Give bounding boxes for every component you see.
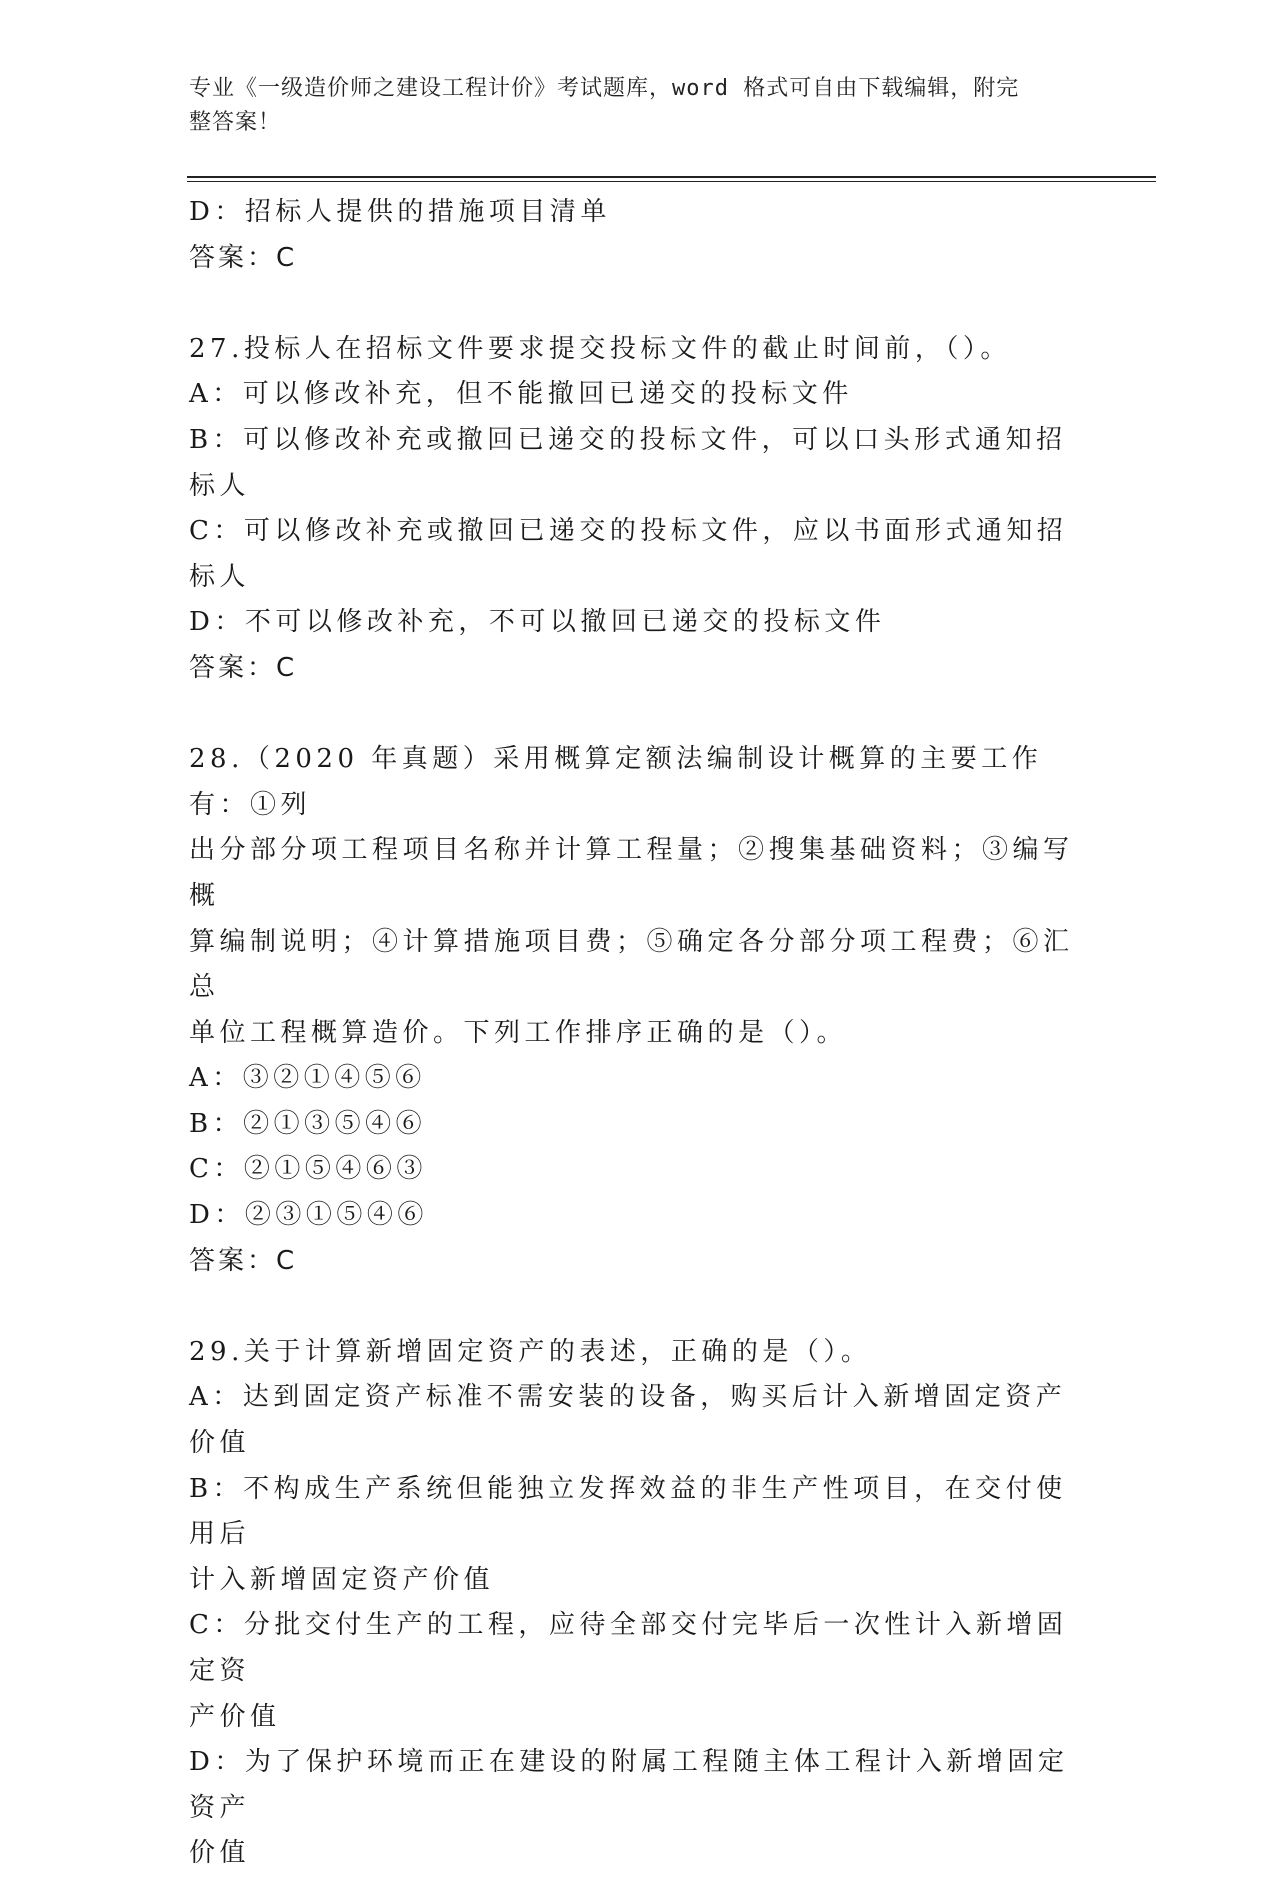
answer-line: 答案：C [189, 242, 298, 273]
option-a: A：可以修改补充，但不能撤回已递交的投标文件 [189, 379, 853, 410]
question-27 [189, 327, 1089, 692]
answer-line: 答案：C [189, 652, 298, 683]
option-c-line-1: C：分批交付生产的工程，应待全部交付完毕后一次性计入新增固定资 [189, 1610, 1068, 1686]
option-d: D：不可以修改补充，不可以撤回已递交的投标文件 [189, 607, 886, 638]
question-stem: 27.投标人在招标文件要求提交投标文件的截止时间前，（）。 [189, 333, 1011, 364]
option-b-line-2: 计入新增固定资产价值 [189, 1564, 495, 1595]
paragraph-gap [189, 281, 1089, 327]
question-stem: 29.关于计算新增固定资产的表述，正确的是（）。 [189, 1336, 872, 1367]
question-stem-line-3: 算编制说明；④计算措施项目费；⑤确定各分部分项工程费；⑥汇总 [189, 926, 1074, 1003]
header-rule-thick [187, 176, 1156, 178]
header-line-2: 整答案！ [189, 110, 282, 135]
option-b-line-1: B：不构成生产系统但能独立发挥效益的非生产性项目，在交付使用后 [189, 1473, 1067, 1550]
option-d-line-2: 价值 [189, 1838, 251, 1869]
option-d-line-1: D：为了保护环境而正在建设的附属工程随主体工程计入新增固定资产 [189, 1747, 1069, 1823]
option-d: D：招标人提供的措施项目清单 [189, 197, 611, 227]
option-d: D：②③①⑤④⑥ [189, 1200, 428, 1231]
header-rule-thin [187, 181, 1156, 182]
page-header [189, 72, 1089, 140]
option-b: B：可以修改补充或撤回已递交的投标文件，可以口头形式通知招标人 [189, 424, 1067, 501]
option-a: A：达到固定资产标准不需安装的设备，购买后计入新增固定资产价值 [189, 1382, 1067, 1459]
question-26-tail [189, 190, 1089, 281]
question-29 [189, 1330, 1089, 1877]
header-line-1: 专业《一级造价师之建设工程计价》考试题库，word 格式可自由下载编辑，附完 [189, 76, 1020, 101]
document-body [189, 190, 1089, 1877]
answer-line: 答案：C [189, 1245, 298, 1276]
option-c: C：②①⑤④⑥③ [189, 1154, 427, 1185]
paragraph-gap [189, 1284, 1089, 1330]
option-a: A：③②①④⑤⑥ [189, 1063, 426, 1094]
question-stem-line-2: 出分部分项工程项目名称并计算工程量；②搜集基础资料；③编写概 [189, 835, 1074, 911]
option-b: B：②①③⑤④⑥ [189, 1108, 427, 1139]
option-c: C：可以修改补充或撤回已递交的投标文件，应以书面形式通知招标人 [189, 516, 1068, 592]
question-stem-line-1: 28.（2020 年真题）采用概算定额法编制设计概算的主要工作有：①列 [189, 744, 1043, 820]
paragraph-gap [189, 692, 1089, 738]
question-28 [189, 737, 1089, 1284]
question-stem-line-4: 单位工程概算造价。下列工作排序正确的是（）。 [189, 1017, 848, 1048]
option-c-line-2: 产价值 [189, 1701, 281, 1732]
